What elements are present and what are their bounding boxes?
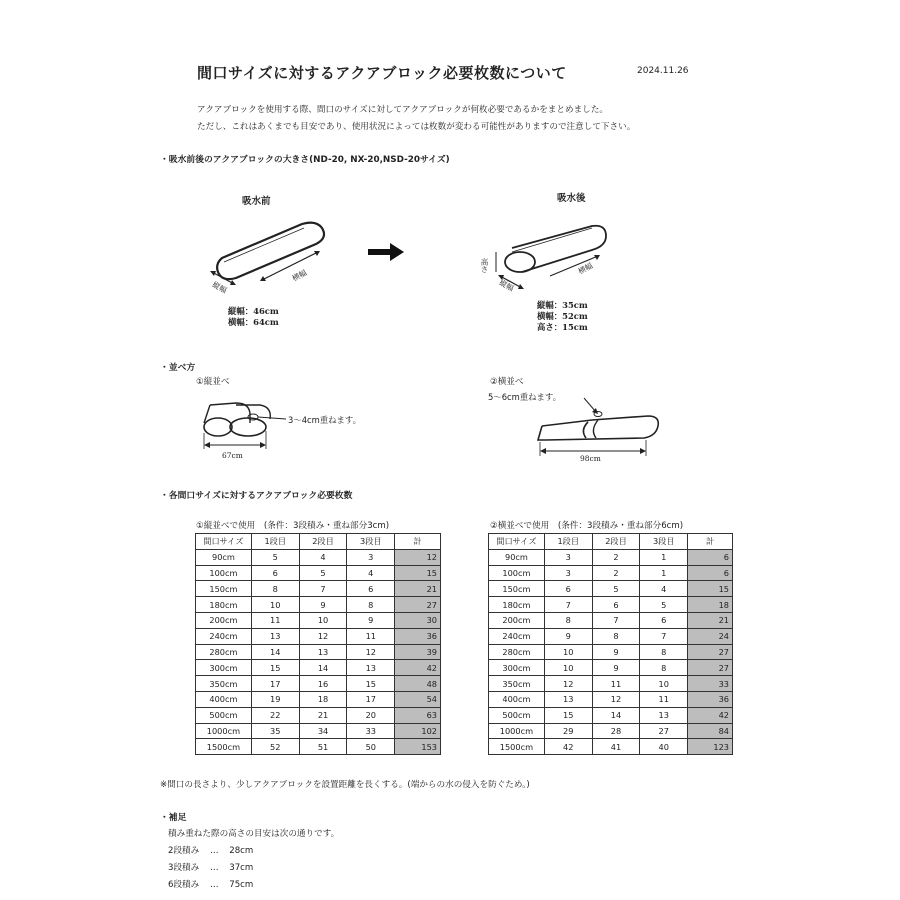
- total-cell: 48: [395, 676, 441, 692]
- before-depth-label: 縦幅: [210, 280, 229, 295]
- table-row: [489, 597, 733, 613]
- table-row: [489, 549, 733, 565]
- opening-size-cell: 1500cm: [196, 739, 252, 755]
- tier-count-cell: 42: [544, 739, 592, 755]
- total-cell: 42: [688, 707, 733, 723]
- table-header-row: [196, 534, 441, 550]
- horizontal-count-table: [488, 533, 733, 755]
- table-header-cell: 計: [688, 534, 733, 550]
- table-row: [196, 597, 441, 613]
- total-cell: 54: [395, 691, 441, 707]
- tier-count-cell: 14: [251, 644, 299, 660]
- after-dim-height: 高さ：15cm: [537, 322, 588, 332]
- table-header-cell: 1段目: [251, 534, 299, 550]
- supplement-item-dots: …: [209, 863, 219, 873]
- after-label: 吸水後: [557, 193, 586, 204]
- tier-count-cell: 10: [299, 612, 347, 628]
- tier-count-cell: 7: [299, 581, 347, 597]
- table-row: [489, 676, 733, 692]
- opening-size-cell: 350cm: [489, 676, 545, 692]
- opening-size-cell: 90cm: [489, 549, 545, 565]
- total-cell: 27: [688, 660, 733, 676]
- tier-count-cell: 10: [251, 597, 299, 613]
- table-header-row: [489, 534, 733, 550]
- opening-size-cell: 240cm: [196, 628, 252, 644]
- table-row: [196, 707, 441, 723]
- table-row: [489, 581, 733, 597]
- before-dimensions: [228, 306, 279, 328]
- vertical-length-label: 67cm: [222, 451, 243, 460]
- tier-count-cell: 12: [592, 691, 640, 707]
- tier-count-cell: 9: [592, 644, 640, 660]
- opening-size-cell: 1000cm: [489, 723, 545, 739]
- supplement-list: [168, 826, 339, 894]
- tier-count-cell: 16: [299, 676, 347, 692]
- tier-count-cell: 4: [347, 565, 395, 581]
- total-cell: 15: [688, 581, 733, 597]
- total-cell: 15: [395, 565, 441, 581]
- tier-count-cell: 6: [640, 612, 688, 628]
- table-row: [489, 565, 733, 581]
- total-cell: 27: [688, 644, 733, 660]
- tier-count-cell: 28: [592, 723, 640, 739]
- table-row: [489, 612, 733, 628]
- table-header-cell: 3段目: [347, 534, 395, 550]
- tier-count-cell: 13: [640, 707, 688, 723]
- tier-count-cell: 8: [251, 581, 299, 597]
- tier-count-cell: 12: [347, 644, 395, 660]
- after-height-label: 高さ: [480, 258, 489, 273]
- total-cell: 21: [395, 581, 441, 597]
- after-depth-label: 縦幅: [497, 278, 516, 293]
- tier-count-cell: 8: [640, 644, 688, 660]
- supplement-item: [168, 860, 339, 877]
- tier-count-cell: 9: [299, 597, 347, 613]
- table-row: [489, 707, 733, 723]
- tier-count-cell: 17: [251, 676, 299, 692]
- tier-count-cell: 52: [251, 739, 299, 755]
- table-row: [196, 612, 441, 628]
- opening-size-cell: 300cm: [489, 660, 545, 676]
- table-row: [196, 549, 441, 565]
- vertical-table-body: [196, 534, 441, 755]
- total-cell: 36: [688, 691, 733, 707]
- tier-count-cell: 10: [544, 660, 592, 676]
- horizontal-length-label: 98cm: [580, 454, 601, 463]
- tier-count-cell: 8: [640, 660, 688, 676]
- total-cell: 30: [395, 612, 441, 628]
- tier-count-cell: 14: [592, 707, 640, 723]
- horizontal-table-caption: ②横並べで使用 (条件：3段積み・重ね部分6cm): [490, 521, 684, 531]
- vertical-table-caption: ①縦並べで使用 (条件：3段積み・重ね部分3cm): [196, 521, 390, 531]
- tier-count-cell: 9: [347, 612, 395, 628]
- opening-size-cell: 200cm: [489, 612, 545, 628]
- table-row: [196, 628, 441, 644]
- tier-count-cell: 15: [347, 676, 395, 692]
- tier-count-cell: 9: [592, 660, 640, 676]
- opening-size-cell: 280cm: [489, 644, 545, 660]
- opening-size-cell: 400cm: [489, 691, 545, 707]
- tier-count-cell: 2: [592, 565, 640, 581]
- tier-count-cell: 4: [640, 581, 688, 597]
- supplement-item-label: 2段積み: [168, 846, 200, 856]
- vertical-arrangement-diagram: [196, 393, 296, 458]
- opening-size-cell: 100cm: [196, 565, 252, 581]
- tier-count-cell: 6: [592, 597, 640, 613]
- table-row: [489, 723, 733, 739]
- table-header-cell: 計: [395, 534, 441, 550]
- after-dimensions: [537, 300, 588, 333]
- total-cell: 24: [688, 628, 733, 644]
- tier-count-cell: 19: [251, 691, 299, 707]
- tier-count-cell: 17: [347, 691, 395, 707]
- table-row: [489, 691, 733, 707]
- vertical-arrange-label: ①縦並べ: [196, 377, 230, 387]
- supplement-item-dots: …: [209, 880, 219, 890]
- opening-size-cell: 150cm: [196, 581, 252, 597]
- tier-count-cell: 21: [299, 707, 347, 723]
- supplement-intro: 積み重ねた際の高さの目安は次の通りです。: [168, 829, 340, 839]
- opening-size-cell: 180cm: [489, 597, 545, 613]
- opening-size-cell: 280cm: [196, 644, 252, 660]
- before-label: 吸水前: [242, 196, 271, 207]
- intro-line-1: アクアブロックを使用する際、間口のサイズに対してアクアブロックが何枚必要であるかをまとめました。: [197, 105, 608, 115]
- tier-count-cell: 8: [347, 597, 395, 613]
- tier-count-cell: 15: [544, 707, 592, 723]
- opening-size-cell: 350cm: [196, 676, 252, 692]
- table-row: [196, 739, 441, 755]
- tier-count-cell: 1: [640, 565, 688, 581]
- after-dim-depth: 縦幅：35cm: [537, 300, 588, 310]
- table-row: [489, 628, 733, 644]
- opening-size-cell: 400cm: [196, 691, 252, 707]
- before-dim-width: 横幅：64cm: [228, 317, 279, 327]
- tier-count-cell: 3: [347, 549, 395, 565]
- intro-line-2: ただし、これはあくまでも目安であり、使用状況によっては枚数が変わる可能性がありますので注意して下さい。: [197, 122, 636, 132]
- tier-count-cell: 50: [347, 739, 395, 755]
- tier-count-cell: 35: [251, 723, 299, 739]
- tier-count-cell: 13: [299, 644, 347, 660]
- opening-size-cell: 150cm: [489, 581, 545, 597]
- tier-count-cell: 14: [299, 660, 347, 676]
- tier-count-cell: 5: [640, 597, 688, 613]
- total-cell: 123: [688, 739, 733, 755]
- total-cell: 63: [395, 707, 441, 723]
- total-cell: 153: [395, 739, 441, 755]
- tier-count-cell: 9: [544, 628, 592, 644]
- total-cell: 33: [688, 676, 733, 692]
- tier-count-cell: 18: [299, 691, 347, 707]
- total-cell: 36: [395, 628, 441, 644]
- tier-count-cell: 1: [640, 549, 688, 565]
- tier-count-cell: 20: [347, 707, 395, 723]
- table-row: [196, 581, 441, 597]
- table-header-cell: 1段目: [544, 534, 592, 550]
- tier-count-cell: 6: [544, 581, 592, 597]
- tier-count-cell: 11: [251, 612, 299, 628]
- opening-size-cell: 500cm: [489, 707, 545, 723]
- intro-text: [197, 102, 635, 136]
- after-dim-width: 横幅：52cm: [537, 311, 588, 321]
- size-section-heading: ・吸水前後のアクアブロックの大きさ(ND-20, NX-20,NSD-20サイズ): [160, 155, 450, 165]
- opening-size-cell: 100cm: [489, 565, 545, 581]
- opening-size-cell: 1500cm: [489, 739, 545, 755]
- table-row: [196, 676, 441, 692]
- page-title: 間口サイズに対するアクアブロック必要枚数について: [197, 64, 567, 82]
- tier-count-cell: 11: [347, 628, 395, 644]
- tier-count-cell: 4: [299, 549, 347, 565]
- table-row: [489, 644, 733, 660]
- supplement-items: [168, 843, 339, 894]
- tier-count-cell: 13: [347, 660, 395, 676]
- table-header-cell: 2段目: [592, 534, 640, 550]
- tier-count-cell: 5: [592, 581, 640, 597]
- table-row: [196, 644, 441, 660]
- tier-count-cell: 29: [544, 723, 592, 739]
- table-header-cell: 2段目: [299, 534, 347, 550]
- document-date: 2024.11.26: [637, 66, 689, 76]
- horizontal-overlap-label: 5～6cm重ねます。: [488, 392, 561, 402]
- tier-count-cell: 7: [544, 597, 592, 613]
- opening-size-cell: 1000cm: [196, 723, 252, 739]
- tier-count-cell: 10: [544, 644, 592, 660]
- supplement-item-label: 3段積み: [168, 863, 200, 873]
- tier-count-cell: 5: [251, 549, 299, 565]
- tier-count-cell: 12: [299, 628, 347, 644]
- table-header-cell: 3段目: [640, 534, 688, 550]
- tier-count-cell: 12: [544, 676, 592, 692]
- tier-count-cell: 6: [347, 581, 395, 597]
- tier-count-cell: 15: [251, 660, 299, 676]
- tier-count-cell: 10: [640, 676, 688, 692]
- table-row: [196, 691, 441, 707]
- table-row: [196, 723, 441, 739]
- horizontal-arrange-label: ②横並べ: [490, 377, 524, 387]
- supplement-item: [168, 843, 339, 860]
- tier-count-cell: 22: [251, 707, 299, 723]
- tier-count-cell: 13: [251, 628, 299, 644]
- horizontal-table-body: [489, 534, 733, 755]
- total-cell: 102: [395, 723, 441, 739]
- table-header-cell: 間口サイズ: [489, 534, 545, 550]
- table-row: [196, 660, 441, 676]
- total-cell: 42: [395, 660, 441, 676]
- table-header-cell: 間口サイズ: [196, 534, 252, 550]
- supplement-item-value: 28cm: [229, 846, 254, 856]
- table-row: [196, 565, 441, 581]
- total-cell: 84: [688, 723, 733, 739]
- total-cell: 21: [688, 612, 733, 628]
- opening-size-cell: 90cm: [196, 549, 252, 565]
- installation-note: ※間口の長さより、少しアクアブロックを設置距離を長くする。(端からの水の侵入を防ぐため。): [160, 780, 530, 790]
- tier-count-cell: 5: [299, 565, 347, 581]
- total-cell: 12: [395, 549, 441, 565]
- vertical-overlap-label: 3～4cm重ねます。: [288, 415, 361, 425]
- tier-count-cell: 3: [544, 549, 592, 565]
- table-row: [489, 739, 733, 755]
- tier-count-cell: 34: [299, 723, 347, 739]
- supplement-item: [168, 877, 339, 894]
- tier-count-cell: 51: [299, 739, 347, 755]
- tier-count-cell: 3: [544, 565, 592, 581]
- tier-count-cell: 8: [592, 628, 640, 644]
- supplement-item-label: 6段積み: [168, 880, 200, 890]
- total-cell: 6: [688, 549, 733, 565]
- table-row: [489, 660, 733, 676]
- supplement-item-dots: …: [209, 846, 219, 856]
- tier-count-cell: 41: [592, 739, 640, 755]
- tier-count-cell: 2: [592, 549, 640, 565]
- opening-size-cell: 500cm: [196, 707, 252, 723]
- tier-count-cell: 27: [640, 723, 688, 739]
- tier-count-cell: 13: [544, 691, 592, 707]
- total-cell: 6: [688, 565, 733, 581]
- tier-count-cell: 11: [640, 691, 688, 707]
- arrange-section-heading: ・並べ方: [160, 363, 196, 373]
- count-section-heading: ・各間口サイズに対するアクアブロック必要枚数: [160, 491, 353, 501]
- supplement-heading: ・補足: [160, 813, 187, 823]
- tier-count-cell: 40: [640, 739, 688, 755]
- right-arrow-icon: [368, 243, 406, 261]
- before-width-label: 横幅: [290, 268, 309, 283]
- tier-count-cell: 33: [347, 723, 395, 739]
- opening-size-cell: 200cm: [196, 612, 252, 628]
- tier-count-cell: 7: [592, 612, 640, 628]
- vertical-count-table: [195, 533, 441, 755]
- supplement-item-value: 75cm: [229, 880, 254, 890]
- opening-size-cell: 240cm: [489, 628, 545, 644]
- tier-count-cell: 8: [544, 612, 592, 628]
- total-cell: 27: [395, 597, 441, 613]
- opening-size-cell: 300cm: [196, 660, 252, 676]
- tier-count-cell: 11: [592, 676, 640, 692]
- total-cell: 39: [395, 644, 441, 660]
- tier-count-cell: 6: [251, 565, 299, 581]
- before-dim-depth: 縦幅：46cm: [228, 306, 279, 316]
- tier-count-cell: 7: [640, 628, 688, 644]
- opening-size-cell: 180cm: [196, 597, 252, 613]
- after-width-label: 横幅: [576, 261, 595, 276]
- supplement-item-value: 37cm: [229, 863, 254, 873]
- total-cell: 18: [688, 597, 733, 613]
